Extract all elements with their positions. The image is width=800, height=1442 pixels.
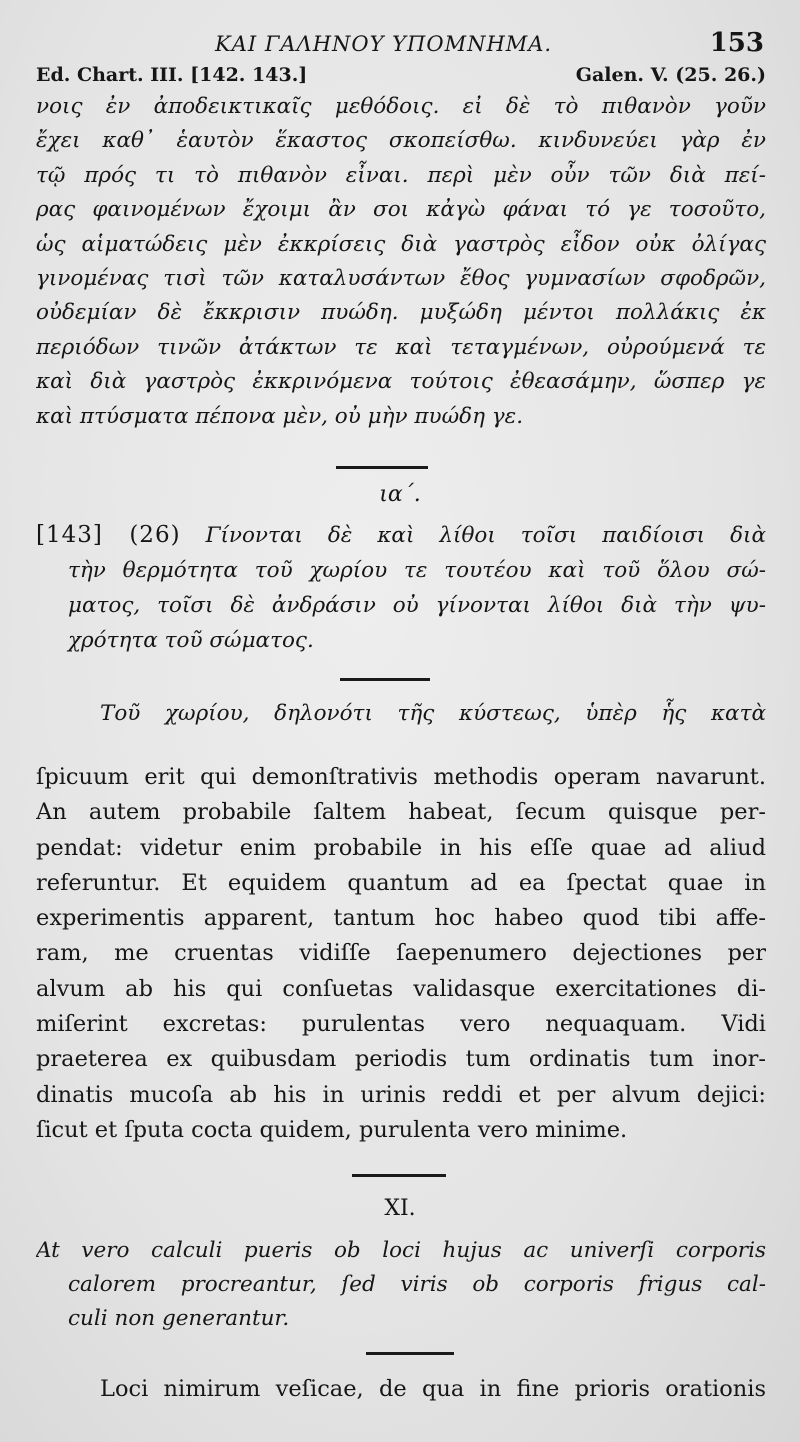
greek-commentary-line: ἔχει καθ᾽ ἑαυτὸν ἕκαστος σκοπείσθω. κινδυνεύει γὰρ ἐν — [36, 128, 766, 154]
page-number: 153 — [709, 28, 764, 58]
section-divider-rule — [340, 678, 430, 681]
latin-commentary-line: ram, me cruentas vidiſſe ſaepenumero dejectiones per — [36, 940, 766, 967]
section-divider-rule — [352, 1174, 446, 1177]
section-divider-rule — [366, 1352, 454, 1355]
greek-commentary-line: οὐδεμίαν δὲ ἔκκρισιν πυώδη. μυξώδη μέντοι πολλάκις ἐκ — [36, 300, 766, 326]
aphorism-latin-line: culi non generantur. — [68, 1306, 290, 1331]
greek-commentary-line: ὡς αἱματώδεις μὲν ἐκκρίσεις διὰ γαστρὸς εἶδον οὐκ ὀλίγας — [36, 231, 766, 257]
greek-commentary-start: Τοῦ χωρίου, δηλονότι τῆς κύστεως, ὑπὲρ ἧς κατὰ — [100, 701, 766, 726]
latin-commentary-line: alvum ab his qui conſuetas validasque exercitationes di- — [36, 975, 766, 1002]
edition-reference-left: Ed. Chart. III. [142. 143.] — [36, 64, 308, 86]
aphorism-latin — [36, 1234, 766, 1336]
latin-commentary-line: referuntur. Et equidem quantum ad ea ſpectat quae in — [36, 869, 766, 896]
greek-commentary-line: τῷ πρός τι τὸ πιθανὸν εἶναι. περὶ μὲν οὖν τῶν διὰ πεί- — [36, 162, 766, 188]
section-divider-rule — [336, 466, 428, 469]
latin-commentary — [36, 760, 766, 1148]
latin-commentary-line: pendat: videtur enim probabile in his eſſe quae ad aliud — [36, 834, 766, 861]
latin-commentary-line: dinatis mucoſa ab his in urinis reddi et per alvum dejici: — [36, 1081, 766, 1108]
aphorism-greek — [36, 518, 766, 658]
aphorism-greek-line: Γίνονται δὲ καὶ λίθοι τοῖσι παιδίοισι διὰ — [205, 523, 766, 548]
aphorism-latin-line: calorem procreantur, ſed viris ob corporis frigus cal- — [68, 1272, 766, 1297]
latin-commentary-start: Loci nimirum veſicae, de qua in fine prioris orationis — [100, 1376, 766, 1402]
greek-commentary-line: καὶ πτύσματα πέπονα μὲν, οὐ μὴν πυώδη γε. — [36, 403, 524, 429]
aphorism-latin-line: At vero calculi pueris ob loci hujus ac univerſi corporis — [36, 1238, 766, 1263]
greek-commentary-line: καὶ διὰ γαστρὸς ἐκκρινόμενα τούτοις ἐθεασάμην, ὥσπερ γε — [36, 369, 766, 395]
latin-commentary-line: An autem probabile ſaltem habeat, ſecum quisque per- — [36, 799, 766, 826]
latin-commentary-line: experimentis apparent, tantum hoc habeo quod tibi affe- — [36, 905, 766, 932]
edition-reference-line — [36, 64, 766, 90]
greek-commentary-line: ρας φαινομένων ἔχοιμι ἂν σοι κἀγὼ φάναι τό γε τοσοῦτο, — [36, 197, 766, 223]
aphorism-greek-line: ματος, τοῖσι δὲ ἀνδράσιν οὐ γίνονται λίθοι διὰ τὴν ψυ- — [68, 593, 766, 618]
greek-commentary-line: περιόδων τινῶν ἀτάκτων τε καὶ τεταγμένων, οὐρούμενά τε — [36, 334, 766, 360]
greek-commentary — [36, 90, 766, 434]
edition-reference-right: Galen. V. (25. 26.) — [575, 64, 766, 86]
running-title: ΚΑΙ ΓΑΛΗΝΟΥ ΥΠΟΜΝΗΜΑ. — [215, 32, 553, 56]
latin-commentary-line: miſerint excretas: purulentas vero nequaquam. Vidi — [36, 1011, 766, 1038]
section-number-latin: XI. — [384, 1196, 416, 1221]
aphorism-number: [143] (26) — [36, 522, 181, 548]
aphorism-greek-line: τὴν θερμότητα τοῦ χωρίου τε τουτέου καὶ τοῦ ὅλου σώ- — [68, 558, 766, 583]
greek-commentary-line: νοις ἐν ἀποδεικτικαῖς μεθόδοις. εἰ δὲ τὸ πιθανὸν γοῦν — [36, 94, 766, 119]
section-number-greek: ια΄. — [379, 482, 421, 507]
greek-commentary-line: γινομένας τισὶ τῶν καταλυσάντων ἔθος γυμνασίων σφοδρῶν, — [36, 265, 766, 291]
latin-commentary-line: praeterea ex quibusdam periodis tum ordinatis tum inor- — [36, 1046, 766, 1073]
running-head — [0, 28, 800, 62]
latin-commentary-line: ſicut et ſputa cocta quidem, purulenta vero minime. — [36, 1116, 628, 1143]
aphorism-greek-line: χρότητα τοῦ σώματος. — [68, 628, 314, 653]
latin-commentary-line: ſpicuum erit qui demonſtrativis methodis operam navarunt. — [36, 764, 766, 790]
